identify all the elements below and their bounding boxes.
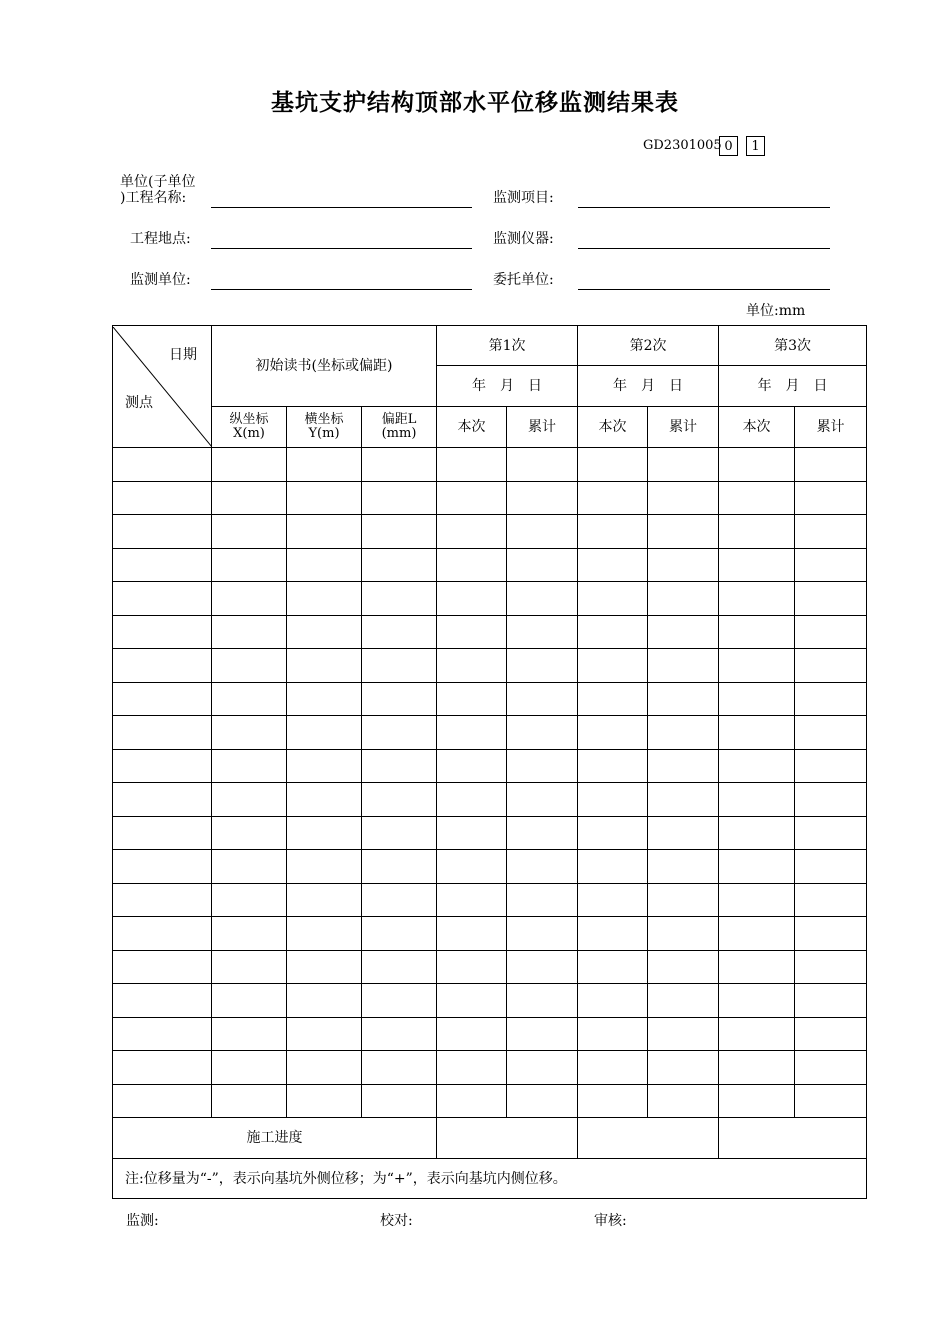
table-cell[interactable] bbox=[719, 682, 795, 716]
table-cell[interactable] bbox=[362, 582, 437, 616]
table-cell[interactable] bbox=[287, 783, 362, 817]
table-cell[interactable] bbox=[578, 448, 648, 482]
table-cell[interactable] bbox=[507, 548, 578, 582]
table-cell[interactable] bbox=[648, 950, 719, 984]
table-cell[interactable] bbox=[507, 783, 578, 817]
table-row bbox=[113, 682, 867, 716]
table-cell[interactable] bbox=[437, 682, 507, 716]
table-cell[interactable] bbox=[287, 816, 362, 850]
table-cell[interactable] bbox=[507, 716, 578, 750]
x-coord-header bbox=[212, 407, 287, 448]
table-cell[interactable] bbox=[362, 984, 437, 1018]
table-cell[interactable] bbox=[362, 649, 437, 683]
table-cell[interactable] bbox=[578, 783, 648, 817]
table-cell[interactable] bbox=[287, 883, 362, 917]
table-cell[interactable] bbox=[362, 481, 437, 515]
table-cell[interactable] bbox=[795, 481, 867, 515]
note: 注:位移量为“-”，表示向基坑外侧位移；为“+”，表示向基坑内侧位移。 bbox=[113, 1159, 867, 1199]
table-cell[interactable] bbox=[362, 515, 437, 549]
table-cell[interactable] bbox=[795, 682, 867, 716]
table-cell[interactable] bbox=[719, 917, 795, 951]
table-cell[interactable] bbox=[362, 682, 437, 716]
table-cell[interactable] bbox=[362, 716, 437, 750]
progress-round-2[interactable] bbox=[578, 1118, 719, 1159]
table-cell[interactable] bbox=[362, 1084, 437, 1118]
table-cell[interactable] bbox=[648, 883, 719, 917]
round-1-current: 本次 bbox=[437, 407, 507, 448]
table-cell[interactable] bbox=[719, 1084, 795, 1118]
table-cell[interactable] bbox=[578, 582, 648, 616]
table-cell[interactable] bbox=[212, 716, 287, 750]
table-row bbox=[113, 917, 867, 951]
table-cell[interactable] bbox=[507, 1051, 578, 1085]
table-cell[interactable] bbox=[212, 1084, 287, 1118]
table-cell[interactable] bbox=[507, 448, 578, 482]
table-row bbox=[113, 850, 867, 884]
table-cell[interactable] bbox=[507, 649, 578, 683]
page-title: 基坑支护结构顶部水平位移监测结果表 bbox=[271, 90, 679, 116]
table-cell[interactable] bbox=[578, 716, 648, 750]
table-cell[interactable] bbox=[113, 1051, 212, 1085]
table-cell[interactable] bbox=[795, 950, 867, 984]
table-cell[interactable] bbox=[648, 481, 719, 515]
table-cell[interactable] bbox=[212, 850, 287, 884]
project-location-field[interactable] bbox=[211, 248, 472, 249]
check-signature: 校对: bbox=[380, 1213, 413, 1229]
table-cell[interactable] bbox=[113, 682, 212, 716]
table-cell[interactable] bbox=[795, 984, 867, 1018]
table-cell[interactable] bbox=[795, 917, 867, 951]
table-cell[interactable] bbox=[113, 649, 212, 683]
table-cell[interactable] bbox=[113, 615, 212, 649]
table-cell[interactable] bbox=[113, 548, 212, 582]
table-cell[interactable] bbox=[437, 783, 507, 817]
table-cell[interactable] bbox=[719, 783, 795, 817]
table-cell[interactable] bbox=[437, 515, 507, 549]
project-name-label-line1: 单位(子单位 bbox=[120, 174, 196, 190]
table-cell[interactable] bbox=[437, 749, 507, 783]
table-cell[interactable] bbox=[113, 582, 212, 616]
x-coord-unit: X(m) bbox=[233, 426, 265, 441]
table-cell[interactable] bbox=[507, 816, 578, 850]
table-cell[interactable] bbox=[507, 615, 578, 649]
monitor-signature: 监测: bbox=[126, 1213, 159, 1229]
table-cell[interactable] bbox=[437, 582, 507, 616]
table-cell[interactable] bbox=[795, 548, 867, 582]
project-name-field[interactable] bbox=[211, 207, 472, 208]
monitoring-instrument-field[interactable] bbox=[578, 248, 830, 249]
table-cell[interactable] bbox=[578, 548, 648, 582]
table-cell[interactable] bbox=[362, 850, 437, 884]
table-row bbox=[113, 448, 867, 482]
x-coord-label: 纵坐标 bbox=[229, 412, 269, 427]
round-2-header: 第2次 bbox=[578, 326, 719, 366]
table-cell[interactable] bbox=[212, 783, 287, 817]
table-cell[interactable] bbox=[719, 950, 795, 984]
table-cell[interactable] bbox=[795, 1084, 867, 1118]
table-cell[interactable] bbox=[113, 1084, 212, 1118]
table-row bbox=[113, 481, 867, 515]
table-cell[interactable] bbox=[437, 1084, 507, 1118]
round-3-header: 第3次 bbox=[719, 326, 867, 366]
table-cell[interactable] bbox=[795, 850, 867, 884]
table-cell[interactable] bbox=[719, 649, 795, 683]
table-cell[interactable] bbox=[795, 615, 867, 649]
table-cell[interactable] bbox=[362, 749, 437, 783]
table-row bbox=[113, 1084, 867, 1118]
form-code bbox=[643, 136, 722, 156]
table-cell[interactable] bbox=[212, 481, 287, 515]
table-cell[interactable] bbox=[437, 950, 507, 984]
table-cell[interactable] bbox=[362, 816, 437, 850]
table-row bbox=[113, 649, 867, 683]
table-row bbox=[113, 716, 867, 750]
table-cell[interactable] bbox=[113, 515, 212, 549]
initial-reading-header: 初始读书(坐标或偏距) bbox=[212, 326, 437, 407]
table-cell[interactable] bbox=[648, 615, 719, 649]
table-cell[interactable] bbox=[719, 816, 795, 850]
y-coord-unit: Y(m) bbox=[308, 426, 340, 441]
monitoring-item-field[interactable] bbox=[578, 207, 830, 208]
table-cell[interactable] bbox=[507, 481, 578, 515]
table-cell[interactable] bbox=[795, 448, 867, 482]
table-cell[interactable] bbox=[212, 883, 287, 917]
table-cell[interactable] bbox=[507, 515, 578, 549]
table-cell[interactable] bbox=[578, 481, 648, 515]
table-cell[interactable] bbox=[287, 1084, 362, 1118]
table-cell[interactable] bbox=[648, 850, 719, 884]
table-row bbox=[113, 582, 867, 616]
table-cell[interactable] bbox=[113, 984, 212, 1018]
table-cell[interactable] bbox=[719, 515, 795, 549]
table-cell[interactable] bbox=[287, 1017, 362, 1051]
table-row bbox=[113, 816, 867, 850]
table-cell[interactable] bbox=[113, 749, 212, 783]
table-cell[interactable] bbox=[437, 917, 507, 951]
diagonal-line bbox=[113, 327, 212, 447]
table-cell[interactable] bbox=[287, 615, 362, 649]
table-cell[interactable] bbox=[287, 1051, 362, 1085]
table-cell[interactable] bbox=[287, 850, 362, 884]
table-cell[interactable] bbox=[507, 1084, 578, 1118]
table-cell[interactable] bbox=[212, 582, 287, 616]
table-cell[interactable] bbox=[648, 816, 719, 850]
table-cell[interactable] bbox=[287, 649, 362, 683]
round-2-cumulative: 累计 bbox=[648, 407, 719, 448]
table-cell[interactable] bbox=[287, 950, 362, 984]
table-cell[interactable] bbox=[578, 1084, 648, 1118]
round-1-header: 第1次 bbox=[437, 326, 578, 366]
table-cell[interactable] bbox=[507, 984, 578, 1018]
table-cell[interactable] bbox=[287, 984, 362, 1018]
table-cell[interactable] bbox=[578, 1051, 648, 1085]
table-cell[interactable] bbox=[287, 716, 362, 750]
table-cell[interactable] bbox=[648, 917, 719, 951]
progress-round-1[interactable] bbox=[437, 1118, 578, 1159]
table-cell[interactable] bbox=[212, 984, 287, 1018]
table-cell[interactable] bbox=[648, 749, 719, 783]
round-3-date[interactable]: 年 月 日 bbox=[719, 366, 867, 407]
table-cell[interactable] bbox=[437, 883, 507, 917]
table-cell[interactable] bbox=[795, 1017, 867, 1051]
table-cell[interactable] bbox=[362, 950, 437, 984]
table-row bbox=[113, 548, 867, 582]
date-header: 日期 bbox=[169, 346, 197, 363]
table-cell[interactable] bbox=[719, 749, 795, 783]
progress-label: 施工进度 bbox=[113, 1118, 437, 1159]
form-code-text: GD2301005 bbox=[643, 138, 722, 153]
table-cell[interactable] bbox=[507, 917, 578, 951]
round-2-current: 本次 bbox=[578, 407, 648, 448]
table-cell[interactable] bbox=[578, 1017, 648, 1051]
table-cell[interactable] bbox=[113, 816, 212, 850]
table-cell[interactable] bbox=[578, 615, 648, 649]
table-cell[interactable] bbox=[578, 816, 648, 850]
table-cell[interactable] bbox=[437, 984, 507, 1018]
table-cell[interactable] bbox=[648, 682, 719, 716]
table-cell[interactable] bbox=[212, 515, 287, 549]
monitoring-item-label: 监测项目: bbox=[493, 190, 554, 206]
table-cell[interactable] bbox=[719, 716, 795, 750]
table-cell[interactable] bbox=[795, 515, 867, 549]
table-cell[interactable] bbox=[113, 481, 212, 515]
table-cell[interactable] bbox=[795, 883, 867, 917]
table-cell[interactable] bbox=[648, 548, 719, 582]
table-cell[interactable] bbox=[437, 1017, 507, 1051]
review-signature: 审核: bbox=[594, 1213, 627, 1229]
project-location-label: 工程地点: bbox=[130, 231, 191, 247]
monitoring-unit-field[interactable] bbox=[211, 289, 472, 290]
table-cell[interactable] bbox=[212, 1017, 287, 1051]
table-cell[interactable] bbox=[648, 649, 719, 683]
table-cell[interactable] bbox=[113, 883, 212, 917]
table-row bbox=[113, 984, 867, 1018]
table-cell[interactable] bbox=[212, 448, 287, 482]
table-cell[interactable] bbox=[719, 615, 795, 649]
table-cell[interactable] bbox=[578, 984, 648, 1018]
table-cell[interactable] bbox=[212, 816, 287, 850]
table-cell[interactable] bbox=[437, 1051, 507, 1085]
commissioning-unit-label: 委托单位: bbox=[493, 272, 554, 288]
table-cell[interactable] bbox=[578, 883, 648, 917]
table-row bbox=[113, 783, 867, 817]
table-cell[interactable] bbox=[362, 548, 437, 582]
table-row bbox=[113, 749, 867, 783]
table-cell[interactable] bbox=[578, 749, 648, 783]
round-1-date[interactable]: 年 月 日 bbox=[437, 366, 578, 407]
table-cell[interactable] bbox=[287, 481, 362, 515]
table-cell[interactable] bbox=[795, 816, 867, 850]
table-row bbox=[113, 1051, 867, 1085]
offset-header bbox=[362, 407, 437, 448]
table-cell[interactable] bbox=[113, 1017, 212, 1051]
diagonal-header-cell bbox=[113, 326, 212, 448]
commissioning-unit-field[interactable] bbox=[578, 289, 830, 290]
code-box-1: 0 bbox=[719, 136, 738, 156]
table-cell[interactable] bbox=[287, 548, 362, 582]
table-cell[interactable] bbox=[507, 682, 578, 716]
table-cell[interactable] bbox=[212, 649, 287, 683]
table-cell[interactable] bbox=[362, 783, 437, 817]
table-cell[interactable] bbox=[362, 448, 437, 482]
table-cell[interactable] bbox=[648, 716, 719, 750]
table-cell[interactable] bbox=[287, 582, 362, 616]
table-cell[interactable] bbox=[212, 1051, 287, 1085]
table-cell[interactable] bbox=[719, 582, 795, 616]
table-cell[interactable] bbox=[648, 515, 719, 549]
table-cell[interactable] bbox=[507, 883, 578, 917]
table-cell[interactable] bbox=[113, 448, 212, 482]
table-cell[interactable] bbox=[648, 984, 719, 1018]
table-cell[interactable] bbox=[287, 682, 362, 716]
table-cell[interactable] bbox=[719, 883, 795, 917]
round-1-cumulative: 累计 bbox=[507, 407, 578, 448]
table-cell[interactable] bbox=[113, 716, 212, 750]
table-cell[interactable] bbox=[795, 716, 867, 750]
table-cell[interactable] bbox=[648, 1084, 719, 1118]
table-cell[interactable] bbox=[719, 1051, 795, 1085]
table-cell[interactable] bbox=[113, 917, 212, 951]
table-cell[interactable] bbox=[437, 615, 507, 649]
table-cell[interactable] bbox=[648, 582, 719, 616]
table-cell[interactable] bbox=[719, 548, 795, 582]
table-cell[interactable] bbox=[437, 481, 507, 515]
table-cell[interactable] bbox=[719, 448, 795, 482]
table-cell[interactable] bbox=[719, 1017, 795, 1051]
table-cell[interactable] bbox=[212, 950, 287, 984]
table-cell[interactable] bbox=[113, 850, 212, 884]
table-cell[interactable] bbox=[578, 682, 648, 716]
table-cell[interactable] bbox=[578, 649, 648, 683]
table-row bbox=[113, 1017, 867, 1051]
table-cell[interactable] bbox=[212, 682, 287, 716]
table-cell[interactable] bbox=[437, 448, 507, 482]
table-cell[interactable] bbox=[437, 649, 507, 683]
y-coord-label: 横坐标 bbox=[304, 412, 344, 427]
unit-label: 单位:mm bbox=[746, 303, 806, 319]
progress-round-3[interactable] bbox=[719, 1118, 867, 1159]
table-cell[interactable] bbox=[719, 984, 795, 1018]
table-cell[interactable] bbox=[287, 749, 362, 783]
table-cell[interactable] bbox=[287, 917, 362, 951]
code-box-2: 1 bbox=[746, 136, 765, 156]
table-cell[interactable] bbox=[578, 850, 648, 884]
table-row bbox=[113, 950, 867, 984]
table-cell[interactable] bbox=[362, 883, 437, 917]
y-coord-header bbox=[287, 407, 362, 448]
table-cell[interactable] bbox=[795, 649, 867, 683]
monitoring-instrument-label: 监测仪器: bbox=[493, 231, 554, 247]
table-cell[interactable] bbox=[362, 917, 437, 951]
table-cell[interactable] bbox=[212, 917, 287, 951]
round-2-date[interactable]: 年 月 日 bbox=[578, 366, 719, 407]
table-cell[interactable] bbox=[287, 515, 362, 549]
table-cell[interactable] bbox=[507, 749, 578, 783]
round-3-cumulative: 累计 bbox=[795, 407, 867, 448]
table-cell[interactable] bbox=[578, 950, 648, 984]
offset-unit: (mm) bbox=[381, 426, 417, 441]
table-cell[interactable] bbox=[437, 716, 507, 750]
table-cell[interactable] bbox=[362, 1051, 437, 1085]
table-cell[interactable] bbox=[507, 850, 578, 884]
table-cell[interactable] bbox=[795, 749, 867, 783]
table-cell[interactable] bbox=[212, 749, 287, 783]
table-cell[interactable] bbox=[362, 1017, 437, 1051]
table-cell[interactable] bbox=[437, 816, 507, 850]
table-cell[interactable] bbox=[212, 548, 287, 582]
project-name-label-line2: )工程名称: bbox=[120, 190, 187, 206]
table-cell[interactable] bbox=[578, 515, 648, 549]
point-header: 测点 bbox=[125, 394, 153, 411]
table-cell[interactable] bbox=[437, 548, 507, 582]
monitoring-table bbox=[112, 325, 867, 1199]
table-cell[interactable] bbox=[507, 1017, 578, 1051]
table-cell[interactable] bbox=[795, 783, 867, 817]
table-cell[interactable] bbox=[795, 582, 867, 616]
table-cell[interactable] bbox=[578, 917, 648, 951]
table-cell[interactable] bbox=[648, 448, 719, 482]
table-cell[interactable] bbox=[507, 582, 578, 616]
table-cell[interactable] bbox=[362, 615, 437, 649]
table-cell[interactable] bbox=[113, 950, 212, 984]
table-cell[interactable] bbox=[648, 1017, 719, 1051]
table-cell[interactable] bbox=[507, 950, 578, 984]
monitoring-unit-label: 监测单位: bbox=[130, 272, 191, 288]
round-3-current: 本次 bbox=[719, 407, 795, 448]
table-cell[interactable] bbox=[795, 1051, 867, 1085]
table-row bbox=[113, 883, 867, 917]
offset-label: 偏距L bbox=[381, 412, 417, 427]
table-cell[interactable] bbox=[212, 615, 287, 649]
table-cell[interactable] bbox=[287, 448, 362, 482]
table-cell[interactable] bbox=[719, 850, 795, 884]
table-row bbox=[113, 515, 867, 549]
table-cell[interactable] bbox=[719, 481, 795, 515]
table-cell[interactable] bbox=[648, 783, 719, 817]
table-cell[interactable] bbox=[437, 850, 507, 884]
table-cell[interactable] bbox=[648, 1051, 719, 1085]
table-row bbox=[113, 615, 867, 649]
table-cell[interactable] bbox=[113, 783, 212, 817]
